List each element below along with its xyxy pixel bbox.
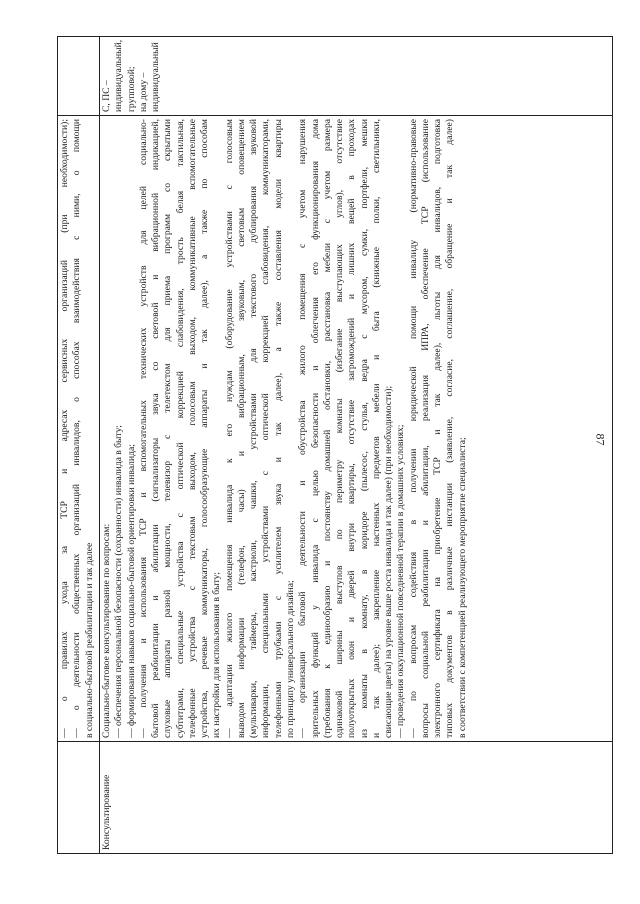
content-line: субтитрами, специальные устройства с оптической коррекцией слабовидения, трость белая тактильная, — [174, 119, 186, 738]
content-line: — по вопросам содействия в получении юридической помощи инвалиду (нормативно-правовые — [407, 119, 419, 738]
page-number: 87 — [593, 433, 608, 446]
content-line: — проведения оккупационной повседневной терапии в домашних условиях; — [395, 424, 407, 738]
form-line: индивидуальный, — [113, 39, 125, 112]
form-line: индивидуальный — [150, 42, 162, 112]
content-line: — адаптации жилого помещения инвалида к его нуждам (оборудование устройствами с голосовым — [223, 119, 235, 738]
content-cell — [100, 116, 613, 742]
content-line: электронного сертификата на приобретение ТСР и так далее), льготы для инвалидов, подготовка — [432, 119, 444, 738]
content-line: — о деятельности общественных организаций инвалидов, о способах взаимодействия с ними, о помощи — [71, 119, 83, 738]
content-line: в соответствии с компетенцией реализующего мероприятие специалиста; — [456, 437, 468, 738]
category-cell — [58, 742, 100, 854]
content-line: выводом информации (телефон, часы) и вибрационным, звуковым, световым оповещением — [235, 119, 247, 738]
content-line: типовых документов в различные инстанции (заявление, согласие, соглашение, обращение и так далее) — [444, 119, 456, 738]
content-line: (требования к единообразию и постоянству домашней обстановки, расстановка мебели с учетом размера — [321, 119, 333, 738]
content-line: Социально-бытовое консультирование по вопросам: — [101, 523, 112, 738]
content-line: их настройки для использования в быту; — [211, 572, 223, 738]
rotated-table-wrapper — [57, 36, 613, 854]
content-line: одинаковой ширины выступов по периметру комнаты (избегание выступающих углов), отсутствие — [334, 119, 346, 738]
table-row — [58, 37, 100, 854]
form-line: на дому – — [137, 72, 149, 112]
form-cell — [100, 37, 613, 116]
content-cell — [58, 116, 100, 742]
form-line: групповой; — [125, 66, 137, 112]
content-line: телефонные устройства с текстовым выходом, голосовым выходом, коммуникативные вспомогательные — [186, 119, 198, 738]
content-line: (мультиварки, таймеры, кастрюли, чашки, устройствами для текстового дублирования звуковой — [248, 119, 260, 738]
form-line: С, ПС – — [101, 80, 112, 112]
form-cell — [58, 37, 100, 116]
content-line: информации, специальными устройствами с оптической коррекцией слабовидения, коммуникаторами, — [260, 119, 272, 738]
category-cell: Консультирование — [100, 742, 613, 854]
content-line: слуховые аппараты разной мощности, телевизор с телетекстом для приема программ со скрытыми — [162, 119, 174, 738]
content-line: — формирования навыков социально-бытовой ориентировки инвалида; — [125, 444, 137, 738]
content-line: — организации бытовой деятельности и обустройства жилого помещения с учетом нарушения — [297, 119, 309, 738]
content-line: телефонными трубками с усилителем звука и так далее), а также составления модели квартиры — [272, 119, 284, 738]
content-line: свисающие цветы) на уровне выше роста инвалида и так далее) (при необходимости); — [383, 385, 395, 738]
content-line: зрительных функций у инвалида с целью безопасности и облегчения его функционирования дома — [309, 119, 321, 738]
content-line: полуоткрытых окон и дверей внутри квартиры, отсутствие загромождений и лишних вещей в проходах — [346, 119, 358, 738]
content-line: — получения и использования ТСР и вспомогательных технических устройств для целей социально- — [137, 119, 149, 738]
content-line: из комнаты в комнату, в коридоре (пылесос, стулья, ведра с мусором, сумки, портфели, мешки — [358, 119, 370, 738]
content-line: — обеспечения персональной безопасности (сохранности) инвалида в быту; — [113, 425, 125, 738]
content-line: и так далее); закрепление настенных предметов мебели и быта (книжные полки, светильники, — [370, 119, 382, 738]
content-line: устройства, речевые коммуникаторы, голосообразующие аппараты и так далее), а также по способам — [199, 119, 211, 738]
table-row — [100, 37, 613, 854]
content-line: по принципу универсального дизайна; — [284, 580, 296, 738]
content-line: вопросы социальной реабилитации и абилитации, реализация ИПРА, обеспечение ТСР (использование — [419, 119, 431, 738]
rehabilitation-table — [57, 36, 613, 854]
content-line: в социально-бытовой реабилитации и так далее — [83, 542, 95, 738]
content-line: — о правилах ухода за ТСР и адресах сервисных организаций (при необходимости); — [59, 119, 70, 738]
content-line: бытовой реабилитации и абилитации (сигнализаторы звука со световой и вибрационной индикацией, — [150, 119, 162, 738]
